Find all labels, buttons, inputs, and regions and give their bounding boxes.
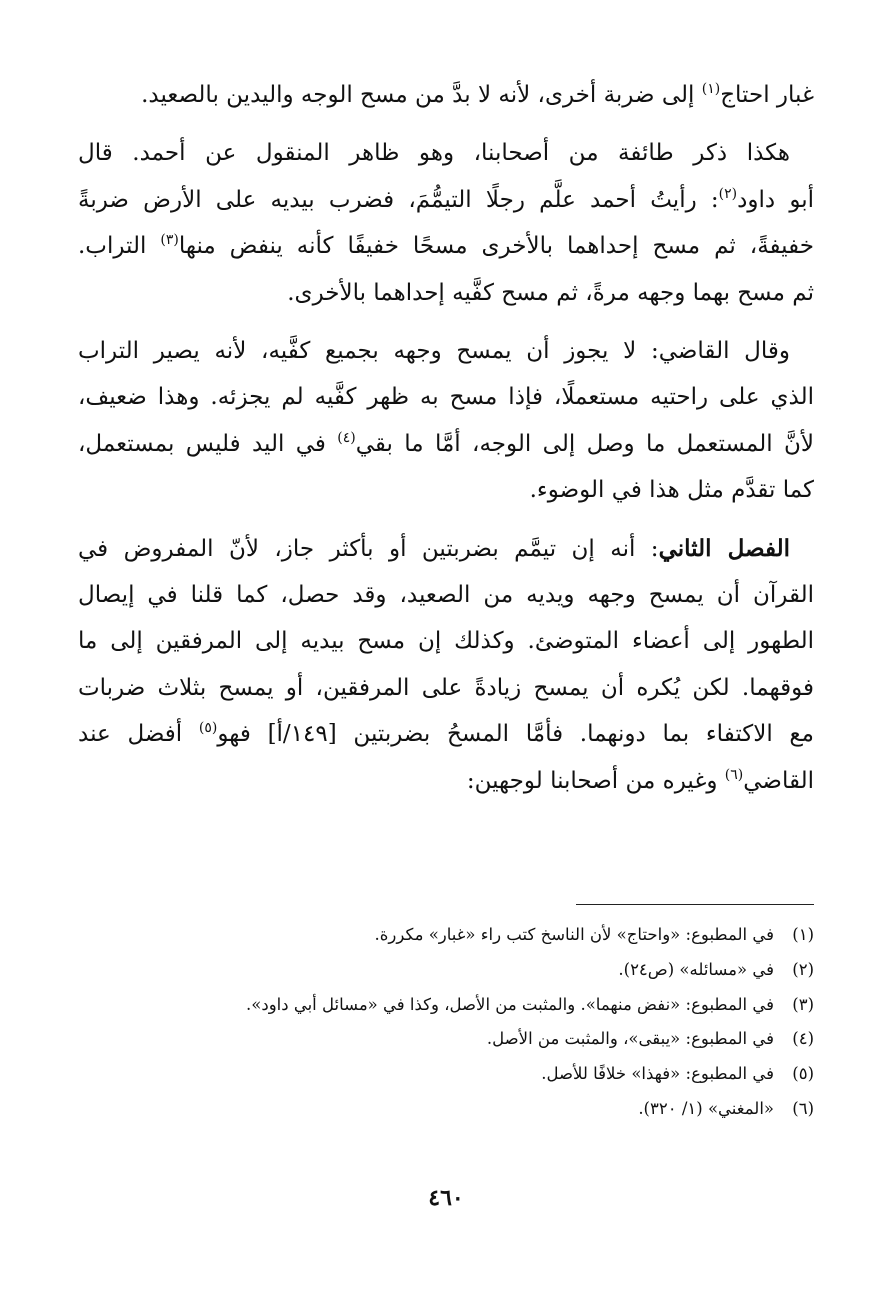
footnote-number: (٦) (792, 1098, 814, 1118)
footnote-ref-6[interactable]: (٦) (724, 766, 744, 783)
text-run: : رأيتُ أحمد علَّم رجلًا التيمُّمَ، فضرب بيديه على الأرض ضربةً (78, 186, 719, 213)
section-heading: الفصل الثاني (658, 534, 791, 562)
footnote-item (78, 1092, 814, 1127)
footnote-item (78, 1057, 814, 1092)
text-run: خفيفةً، ثم مسح إحداهما بالأخرى مسحًا خفيفًا كأنه ينفض منها (178, 233, 814, 260)
footnote-number: (١) (792, 925, 814, 944)
text-line: كما تقدَّم مثل هذا في الوضوء. (529, 477, 814, 504)
text-line: الطهور إلى أعضاء المتوضئ. وكذلك إن مسح بيديه إلى المرفقين إلى ما (78, 628, 814, 655)
footnote-ref-2[interactable]: (٢) (718, 185, 738, 202)
text-run: : أنه إن تيمَّم بضربتين أو بأكثر جاز، لأنّ المفروض في (78, 535, 659, 562)
text-run: القاضي (743, 767, 814, 794)
text-line (78, 711, 814, 757)
main-text (78, 72, 814, 804)
footnote-item (78, 988, 814, 1023)
page-number: ٤٦٠ (428, 1185, 464, 1211)
paragraph-2 (78, 130, 814, 316)
text-line (78, 72, 814, 118)
text-line (78, 758, 814, 804)
footnote-item (78, 918, 814, 953)
text-run: لأنَّ المستعمل ما وصل إلى الوجه، أمَّا ما بقي (355, 430, 814, 457)
text-run: غبار احتاج (720, 82, 814, 108)
footnote-text: في «مسائله» (ص٢٤). (618, 959, 774, 979)
paragraph-3 (78, 328, 814, 514)
text-line: فوقهما. لكن يُكره أن يمسح زيادةً على المرفقين، أو يمسح بثلاث ضربات (78, 674, 814, 701)
paragraph-1 (78, 72, 814, 118)
footnote-number: (٤) (792, 1029, 814, 1049)
text-run: أفضل عند (78, 721, 199, 748)
text-line (78, 526, 814, 572)
paragraph-4 (78, 526, 814, 804)
text-line (78, 223, 814, 269)
text-run: وغيره من أصحابنا لوجهين: (466, 767, 725, 794)
text-run: أبو داود (737, 186, 814, 213)
text-line: ثم مسح بهما وجهه مرةً، ثم مسح كفَّيه إحداهما بالأخرى. (287, 279, 814, 306)
text-run: التراب. (78, 233, 161, 260)
footnote-ref-1[interactable]: (١) (701, 81, 721, 97)
text-line (78, 177, 814, 223)
footnote-text: في المطبوع: «فهذا» خلافًا للأصل. (541, 1064, 774, 1084)
text-line: هكذا ذكر طائفة من أصحابنا، وهو ظاهر المنقول عن أحمد. قال (78, 140, 790, 167)
footnote-item (78, 1022, 814, 1057)
footnote-ref-3[interactable]: (٣) (160, 232, 179, 249)
footnote-separator (576, 904, 814, 905)
footnote-text: في المطبوع: «نفض منهما». والمثبت من الأصل، وكذا في «مسائل أبي داود». (246, 994, 774, 1014)
text-run: إلى ضربة أخرى، لأنه لا بدَّ من مسح الوجه واليدين بالصعيد. (141, 82, 702, 108)
footnote-item (78, 953, 814, 988)
text-run: في اليد فليس بمستعمل، (78, 430, 338, 457)
text-line: وقال القاضي: لا يجوز أن يمسح وجهه بجميع كفَّيه، لأنه يصير التراب (78, 338, 790, 365)
footnote-text: في المطبوع: «واحتاج» لأن الناسخ كتب راء «غبار» مكررة. (374, 925, 774, 944)
footnote-number: (٥) (792, 1064, 814, 1084)
footnote-number: (٢) (792, 959, 814, 979)
footnotes (78, 918, 814, 1127)
footnote-number: (٣) (792, 994, 814, 1014)
footnote-text: في المطبوع: «يبقى»، والمثبت من الأصل. (486, 1029, 774, 1049)
text-line: الذي على راحتيه مستعملًا، فإذا مسح به ظهر كفَّيه لم يجزئه. وهذا ضعيف، (78, 384, 814, 411)
text-line: القرآن أن يمسح وجهه ويديه من الصعيد، وقد حصل، كما قلنا في إيصال (78, 582, 814, 609)
text-line (78, 421, 814, 467)
footnote-text: «المغني» (١/ ٣٢٠). (638, 1098, 774, 1118)
text-run: مع الاكتفاء بما دونهما. فأمَّا المسحُ بضربتين [١٤٩/أ] فهو (217, 721, 814, 748)
footnote-ref-5[interactable]: (٥) (198, 720, 218, 737)
footnote-ref-4[interactable]: (٤) (337, 429, 356, 446)
